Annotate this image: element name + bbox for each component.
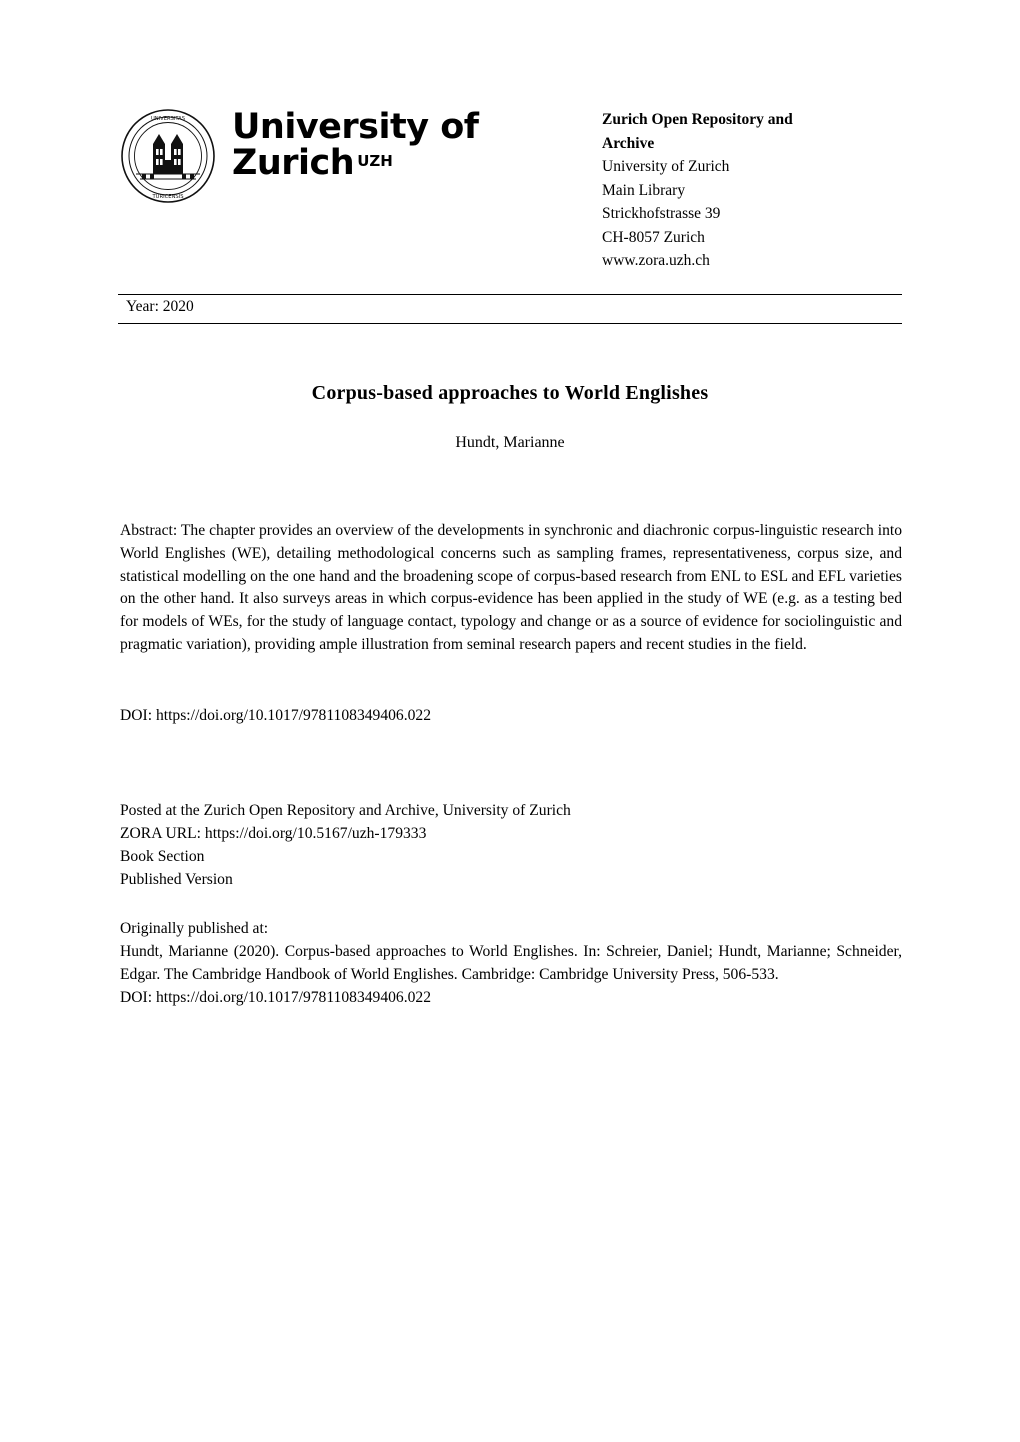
address-line: Zurich Open Repository and (602, 111, 793, 128)
uzh-seal-icon (120, 108, 216, 204)
wordmark-line-1: University of (232, 107, 479, 147)
original-publication-doi: DOI: https://doi.org/10.1017/9781108349406.022 (120, 988, 432, 1006)
document-header (120, 100, 902, 273)
original-publication-heading: Originally published at: (120, 920, 269, 937)
doi-line: DOI: https://doi.org/10.1017/9781108349406.022 (120, 707, 432, 724)
address-line: Strickhofstrasse 39 (602, 205, 721, 223)
author-name: Hundt, Marianne (455, 434, 565, 451)
wordmark-superscript: UZH (357, 152, 393, 171)
zora-url-line: ZORA URL: https://doi.org/10.5167/uzh-179333 (120, 824, 427, 842)
publication-version: Published Version (120, 870, 233, 888)
address-line: Main Library (602, 181, 686, 199)
page-title: Corpus-based approaches to World Englishes (311, 382, 709, 404)
uzh-logo (120, 100, 478, 204)
year-label: Year: 2020 (126, 298, 194, 315)
address-line: CH-8057 Zurich (602, 228, 705, 246)
svg-text:UNIVERSITAS: UNIVERSITAS (150, 116, 186, 122)
uzh-wordmark (232, 107, 479, 183)
original-publication-citation: Hundt, Marianne (2020). Corpus-based approaches to World Englishes. In: Schreier, Daniel; Hundt, Marianne; Schneider, Edgar. The Cambridge Handbook of World Englishes. Cambridge: Cambridge University Press, 506-533. (120, 942, 902, 983)
svg-text:TURICENSIS: TURICENSIS (152, 194, 184, 200)
original-publication (120, 918, 902, 1010)
wordmark-line-2: Zurich (232, 142, 355, 183)
repository-address (602, 108, 902, 273)
address-line: Archive (602, 134, 655, 152)
posted-line: Posted at the Zurich Open Repository and Archive, University of Zurich (120, 802, 571, 819)
address-line: University of Zurich (602, 158, 730, 176)
publication-type: Book Section (120, 847, 205, 865)
address-website: www.zora.uzh.ch (602, 252, 710, 270)
repository-info (120, 800, 902, 892)
abstract-text: Abstract: The chapter provides an overview of the developments in synchronic and diachronic corpus-linguistic research into World Englishes (WE), detailing methodological concerns such as sampling frames, representativeness, corpus size, and statistical modelling on the one hand and the broadening scope of corpus-based research from ENL to ESL and EFL varieties on the other hand. It also surveys areas in which corpus-evidence has been applied in the study of WE (e.g. as a testing bed for models of WEs, for the study of language contact, typology and change or as a source of evidence for sociolinguistic and pragmatic variation), providing ample illustration from seminal research papers and recent studies in the field. (120, 522, 902, 653)
year-bar (118, 294, 902, 324)
